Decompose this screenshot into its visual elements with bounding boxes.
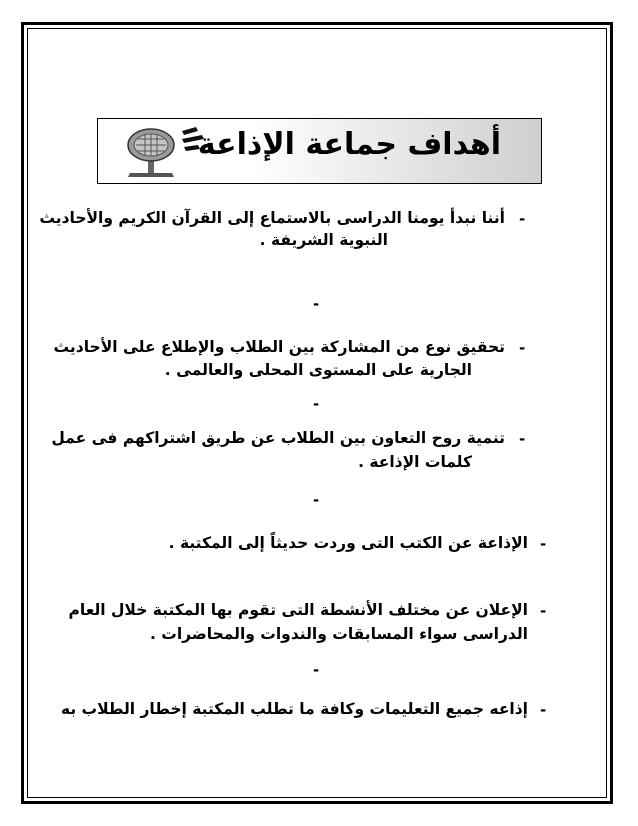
goal-3-line-2: كلمات الإذاعة . <box>358 453 472 471</box>
bullet-dash: - <box>540 602 547 620</box>
bullet-dash: - <box>519 210 526 228</box>
separator-dash: - <box>313 295 320 313</box>
bullet-dash: - <box>540 701 547 719</box>
title-banner <box>97 118 542 184</box>
separator-dash: - <box>313 395 320 413</box>
goal-2-line-2: الجارية على المستوى المحلى والعالمى . <box>164 361 472 379</box>
goal-1-line-1: أننا نبدأ يومنا الدراسى بالاستماع إلى القرآن الكريم والأحاديث <box>39 209 505 227</box>
separator-dash: - <box>313 661 320 679</box>
bullet-dash: - <box>519 339 526 357</box>
goal-5-line-1: الإعلان عن مختلف الأنشطة التى تقوم بها المكتبة خلال العام <box>68 601 528 619</box>
goal-2-line-1: تحقيق نوع من المشاركة بين الطلاب والإطلاع على الأحاديث <box>53 338 505 356</box>
bullet-dash: - <box>540 535 547 553</box>
goal-5-line-2: الدراسى سواء المسابقات والندوات والمحاضرات . <box>149 625 528 643</box>
goal-6-line-1: إذاعه جميع التعليمات وكافة ما تطلب المكتبة إخطار الطلاب به <box>60 700 528 718</box>
page-title: أهداف جماعة الإذاعة <box>197 127 501 162</box>
goal-3-line-1: تنمية روح التعاون بين الطلاب عن طريق اشتراكهم فى عمل <box>51 429 505 447</box>
goal-4-line-1: الإذاعة عن الكتب التى وردت حديثاً إلى المكتبة . <box>168 534 528 552</box>
goal-1-line-2: النبوية الشريفة . <box>259 231 388 249</box>
bullet-dash: - <box>519 430 526 448</box>
separator-dash: - <box>313 491 320 509</box>
